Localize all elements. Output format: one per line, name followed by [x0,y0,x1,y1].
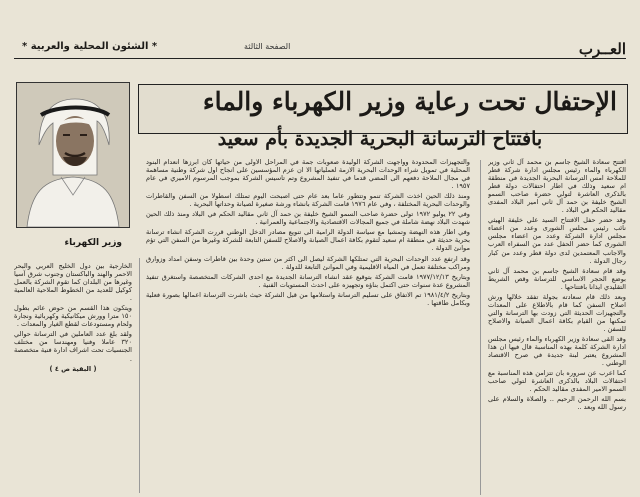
paragraph: وقد حضر حفل الافتتاح السيد علي خليفة الهيثي نائب رئيس مجلس الشورى وعدد من اعضاء مجلس ادارة الشركة وعدد من اعضاء مجلس الشورى كما حضر الحفل عدد من السفراء العرب والاجانب المعتمدين لدى دولة قطر وعدد من كبار رجال الدولة . [488,216,626,265]
paragraph: وقد قام سعادة الشيخ جاسم بن محمد آل ثاني بوضع الحجر الاساسي للترسانة وقص الشريط التقليدي ايذانا بافتتاحها . [488,266,626,291]
paragraph: افتتح سعادة الشيخ جاسم بن محمد آل ثاني وزير الكهرباء والماء رئيس مجلس ادارة شركة قطر للملاحة امس الترسانة البحرية الجديدة في منطقة ام سعيد وذلك في اطار احتفالات دولة قطر بالذكرى العاشرة لتولي حضرة صاحب السمو الشيخ خليفة بن حمد آل ثاني امير البلاد المفدى مقاليد الحكم في البلاد . [488,158,626,215]
paragraph: ومنذ ذلك الحين اخذت الشركة تنمو وتتطور عاما بعد عام حتى اصبحت اليوم تمتلك اسطولا من السفن والقاطرات والوحدات البحرية المختلفة ، وفي عام ١٩٧٦ قامت الشركة بانشاء ورشة صغيرة لصيانة وحداتها البحرية . [146,192,470,209]
article-headline: الإحتفال تحت رعاية وزير الكهرباء والماء [202,87,617,116]
paragraph: ولقد بلغ عدد العاملين في الترسانة حوالي ٣٢٠ عاملا وفنيا ومهندسا من مختلف الجنسيات تحت اشراف ادارة فنية متخصصة . [14,330,132,363]
portrait-illustration [17,83,129,227]
paragraph: وقد القى سعادة وزير الكهرباء والماء رئيس مجلس ادارة الشركة كلمة بهذه المناسبة قال فيها ان هذا المشروع يعتبر لبنة جديدة في صرح الاقتصاد الوطني . [488,334,626,368]
paragraph: كما اعرب عن سروره بان تتزامن هذه المناسبة مع احتفالات البلاد بالذكرى العاشرة لتولي صاحب السمو الامير المفدى مقاليد الحكم . [488,369,626,394]
paragraph: الخارجية بين دول الخليج العربي والبحر الاحمر والهند والباكستان وجنوب شرق آسيا وغيرها من البلدان كما تقوم الشركة بالعمل كوكيل للعديد من الخطوط الملاحية العالمية . [14,262,132,303]
paragraph: وفي اطار هذه النهضة وتمشيا مع سياسة الدولة الرامية الى تنويع مصادر الدخل الوطني قررت الشركة انشاء ترسانة بحرية حديثة في منطقة ام سعيد لتقوم بكافة اعمال الصيانة والاصلاح للسفن التابعة للشركة وغيرها من السفن التي تؤم موانئ الدولة . [146,228,470,253]
paragraph: وبتاريخ ١٩٧٧/١٢/١٣ قامت الشركة بتوقيع عقد انشاء الترسانة الجديدة مع احدى الشركات المتخصصة واستغرق تنفيذ المشروع عدة سنوات حتى اكتمل بناؤه وتجهيزه على احدث المستويات الفنية . [146,272,470,289]
headline-box [138,84,628,134]
column-divider [139,258,140,493]
newspaper-title: العــرب [578,40,626,58]
header-rule [14,58,626,59]
photo-caption: وزير الكهرباء [64,238,122,248]
continuation-note: ( البقية ص ٤ ) [49,364,97,373]
article-column-left [14,262,132,497]
article-column-middle [146,158,470,497]
running-header [14,38,626,68]
page-number: الصفحة الثالثة [244,42,291,51]
paragraph: وبتاريخ ١٩٨١/٤/٢ تم الاتفاق على تسليم الترسانة واستلامها من قبل الشركة حيث باشرت الترسانة اعمالها بصورة فعلية وبكامل طاقتها . [146,290,470,307]
paragraph: وفي ٢٢ يوليو ١٩٧٢ تولى حضرة صاحب السمو الشيخ خليفة بن حمد آل ثاني مقاليد الحكم في البلاد ومنذ ذلك الحين شهدت البلاد نهضة شاملة في جميع المجالات الاقتصادية والاجتماعية والعمرانية . [146,210,470,227]
paragraph: بسم الله الرحمن الرحيم .. والصلاة والسلام على رسول الله وبعد .. [488,395,626,412]
paragraph: ويتكون هذا القسم من حوض عائم بطول ١٥٠ مترا وورش ميكانيكية وكهربائية ونجارة ولحام ومستودعات لقطع الغيار والمعدات . [14,304,132,329]
paragraph: وبعد ذلك قام سعادته بجولة تفقد خلالها ورش اصلاح السفن كما قام بالاطلاع على المعدات والتجهيزات الحديثة التي زودت بها الترسانة والتي تمكنها من القيام بكافة اعمال الصيانة والاصلاح للسفن . [488,292,626,333]
portrait-photo [16,82,130,228]
paragraph: والتجهيزات المحدودة وواجهت الشركة الوليدة صعوبات جمة في المراحل الاولى من حياتها كان ابرزها انعدام البنود المحلية في تمويل شراء الوحدات البحرية الازمة لعملياتها الا ان عزم المؤسسين على انجاح اول شركة وطنية مساهمة في مجال الملاحة دفعهم الى المضي قدما في تنفيذ المشروع وتم تاسيس الشركة بموجب المرسوم الاميري في عام ١٩٥٧ . [146,158,470,191]
section-title: * الشئون المحلية والعربية * [22,41,158,52]
article-subheadline: بافتتاح الترسانة البحرية الجديدة بأم سعيد [217,128,543,150]
paragraph: وقد ارتفع عدد الوحدات البحرية التي تمتلكها الشركة ليصل الى اكثر من ستين وحدة بين قاطرات وسفن امداد وزوارق ومراكب مختلفة تعمل في المياه الاقليمية وفي الموانئ التابعة للدولة . [146,254,470,271]
column-divider [480,160,481,495]
article-column-right [488,158,626,497]
